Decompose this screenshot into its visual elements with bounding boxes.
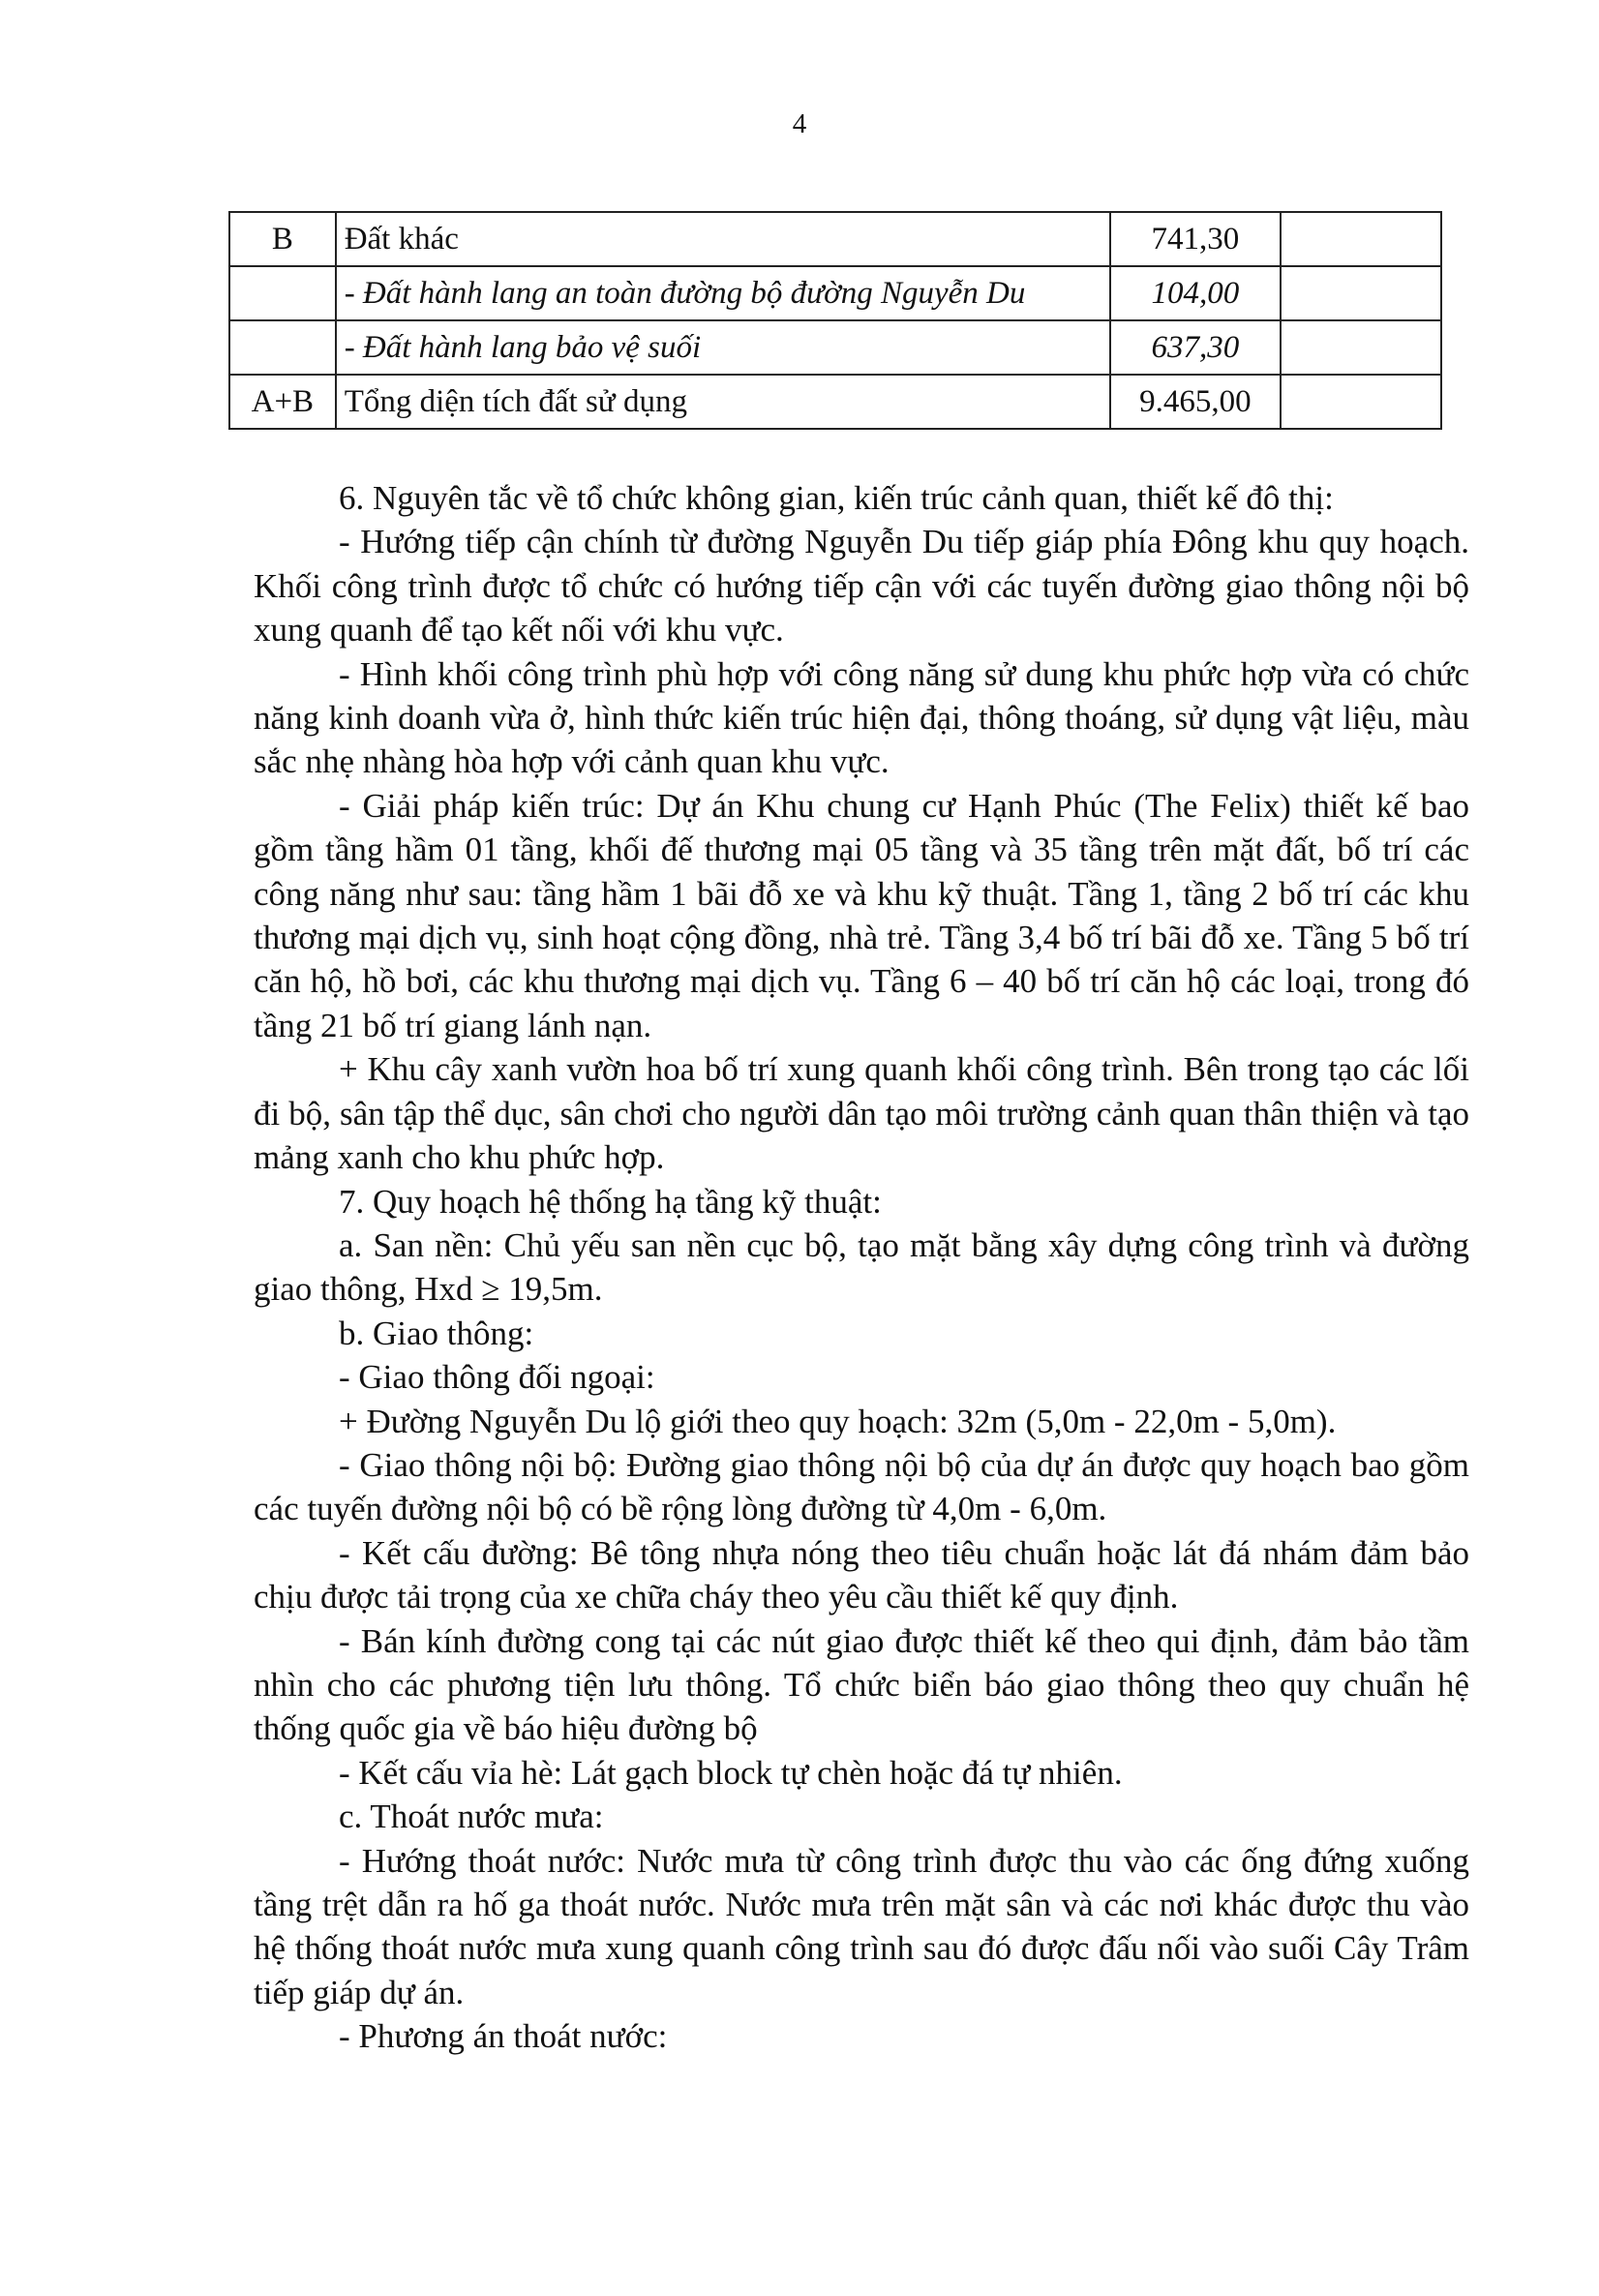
row-blank-cell bbox=[1281, 320, 1441, 375]
paragraph: + Khu cây xanh vườn hoa bố trí xung quanh khối công trình. Bên trong tạo các lối đi bộ, sân tập thể dục, sân chơi cho người dân tạo môi trường cảnh quan thân thiện và tạo mảng xanh cho khu phức hợp. bbox=[254, 1050, 1469, 1177]
row-label: - Đất hành lang an toàn đường bộ đường Nguyễn Du bbox=[336, 266, 1110, 320]
section-heading: 6. Nguyên tắc về tổ chức không gian, kiến trúc cảnh quan, thiết kế đô thị: bbox=[339, 479, 1334, 517]
row-area-value: 9.465,00 bbox=[1110, 375, 1281, 429]
paragraph: + Đường Nguyễn Du lộ giới theo quy hoạch: 32m (5,0m - 22,0m - 5,0m). bbox=[339, 1402, 1337, 1440]
table-row bbox=[229, 266, 1441, 320]
row-label: - Đất hành lang bảo vệ suối bbox=[336, 320, 1110, 375]
row-label: Tổng diện tích đất sử dụng bbox=[336, 375, 1110, 429]
paragraph: - Giao thông đối ngoại: bbox=[339, 1358, 655, 1397]
paragraph: - Giải pháp kiến trúc: Dự án Khu chung cư Hạnh Phúc (The Felix) thiết kế bao gồm tầng hầm 01 tầng, khối đế thương mại 05 tầng và 35 tầng trên mặt đất, bố trí các công năng như sau: tầng hầm 1 bãi đỗ xe và khu kỹ thuật. Tầng 1, tầng 2 bố trí các khu thương mại dịch vụ, sinh hoạt cộng đồng, nhà trẻ. Tầng 3,4 bố trí bãi đỗ xe. Tầng 5 bố trí căn hộ, hồ bơi, các khu thương mại dịch vụ. Tầng 6 – 40 bố trí căn hộ các loại, trong đó tầng 21 bố trí giang lánh nạn. bbox=[254, 786, 1469, 1044]
row-label: Đất khác bbox=[336, 212, 1110, 266]
row-code: B bbox=[229, 212, 336, 266]
table-row bbox=[229, 212, 1441, 266]
row-code bbox=[229, 266, 336, 320]
paragraph: - Hướng thoát nước: Nước mưa từ công trình được thu vào các ống đứng xuống tầng trệt dẫn ra hố ga thoát nước. Nước mưa trên mặt sân và các nơi khác được thu vào hệ thống thoát nước mưa xung quanh công trình sau đó được đấu nối vào suối Cây Trâm tiếp giáp dự án. bbox=[254, 1841, 1469, 2011]
land-area-table bbox=[228, 211, 1442, 430]
row-blank-cell bbox=[1281, 266, 1441, 320]
row-code bbox=[229, 320, 336, 375]
table-row bbox=[229, 320, 1441, 375]
row-blank-cell bbox=[1281, 375, 1441, 429]
subsection-heading: c. Thoát nước mưa: bbox=[339, 1798, 604, 1836]
table-row bbox=[229, 375, 1441, 429]
paragraph: - Phương án thoát nước: bbox=[339, 2017, 668, 2056]
subsection-heading: b. Giao thông: bbox=[339, 1314, 534, 1352]
paragraph: - Hình khối công trình phù hợp với công năng sử dung khu phức hợp vừa có chức năng kinh doanh vừa ở, hình thức kiến trúc hiện đại, thông thoáng, sử dụng vật liệu, màu sắc nhẹ nhàng hòa hợp với cảnh quan khu vực. bbox=[254, 654, 1469, 781]
paragraph: a. San nền: Chủ yếu san nền cục bộ, tạo mặt bằng xây dựng công trình và đường giao thông, Hxd ≥ 19,5m. bbox=[254, 1225, 1469, 1309]
paragraph: - Giao thông nội bộ: Đường giao thông nội bộ của dự án được quy hoạch bao gồm các tuyến đường nội bộ có bề rộng lòng đường từ 4,0m - 6,0m. bbox=[254, 1445, 1469, 1528]
row-area-value: 637,30 bbox=[1110, 320, 1281, 375]
paragraph: - Hướng tiếp cận chính từ đường Nguyễn Du tiếp giáp phía Đông khu quy hoạch. Khối công trình được tổ chức có hướng tiếp cận với các tuyến đường giao thông nội bộ xung quanh để tạo kết nối với khu vực. bbox=[254, 523, 1469, 650]
row-area-value: 104,00 bbox=[1110, 266, 1281, 320]
row-code: A+B bbox=[229, 375, 336, 429]
row-area-value: 741,30 bbox=[1110, 212, 1281, 266]
section-heading: 7. Quy hoạch hệ thống hạ tầng kỹ thuật: bbox=[339, 1182, 882, 1221]
paragraph: - Kết cấu vỉa hè: Lát gạch block tự chèn hoặc đá tự nhiên. bbox=[339, 1753, 1123, 1792]
paragraph: - Bán kính đường cong tại các nút giao được thiết kế theo qui định, đảm bảo tầm nhìn cho các phương tiện lưu thông. Tổ chức biển báo giao thông theo quy chuẩn hệ thống quốc gia về báo hiệu đường bộ bbox=[254, 1621, 1469, 1748]
paragraph: - Kết cấu đường: Bê tông nhựa nóng theo tiêu chuẩn hoặc lát đá nhám đảm bảo chịu được tải trọng của xe chữa cháy theo yêu cầu thiết kế quy định. bbox=[254, 1533, 1469, 1616]
page-number: 4 bbox=[792, 108, 807, 139]
document-body bbox=[254, 476, 1469, 2059]
row-blank-cell bbox=[1281, 212, 1441, 266]
